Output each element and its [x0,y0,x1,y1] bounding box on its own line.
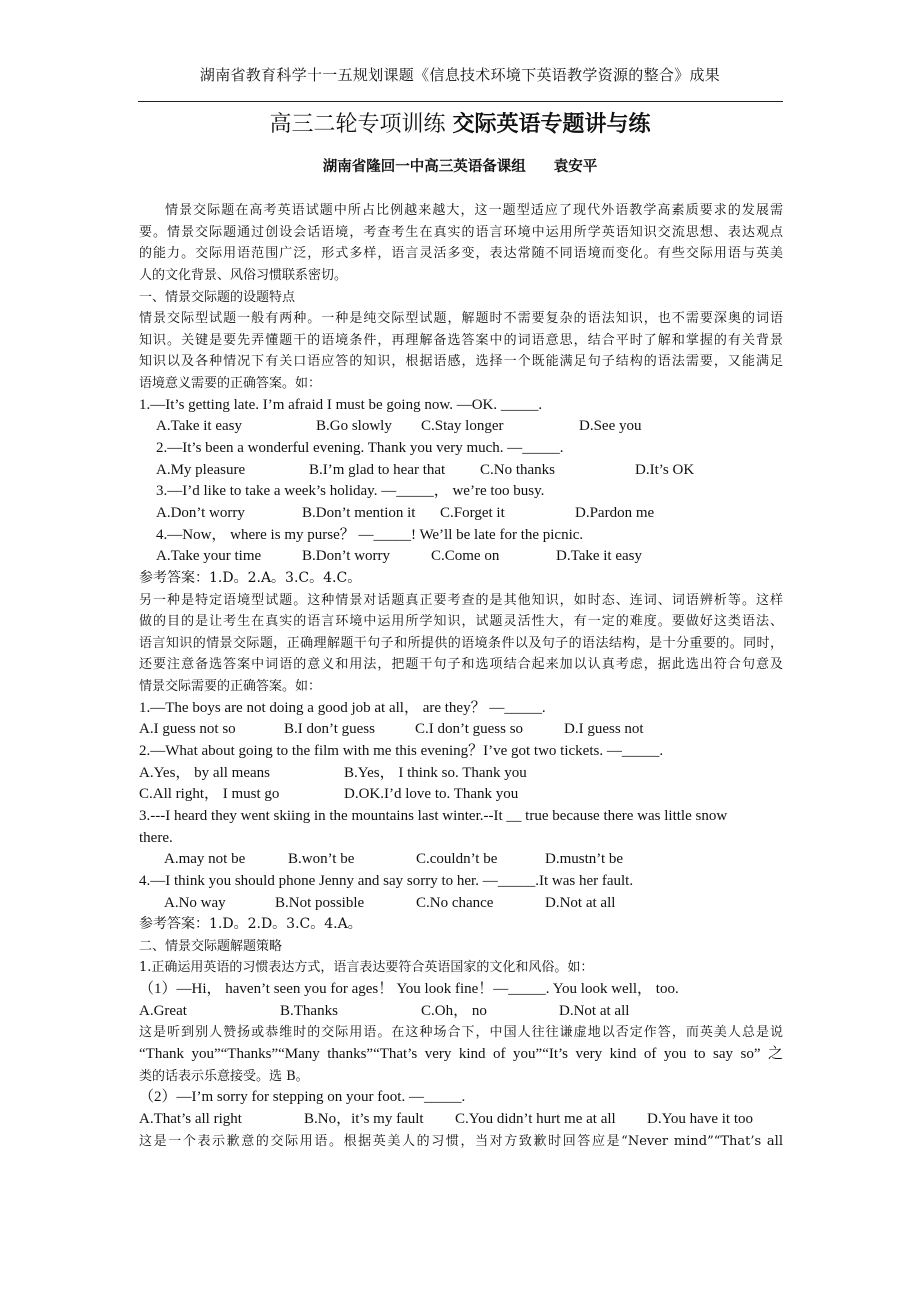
document-title [0,107,920,138]
options-2-2b [139,784,783,806]
option: B.I’m glad to hear that [309,461,446,478]
author-line [0,155,920,176]
option: B.Not possible [275,894,365,911]
question-2-4: 4.—I think you should phone Jenny and say sorry to her. —_____.It was her fault. [139,872,634,889]
question-1-1: 1.—It’s getting late. I’m afraid I must be going now. —OK. _____. [139,396,543,413]
option: B.No，it’s my fault [304,1110,424,1127]
option: A.Take your time [156,548,262,565]
author-org: 湖南省隆回一中高三英语备课组 [322,159,526,175]
option: D.You have it too [647,1110,753,1127]
option: C.All right， I must go [139,786,280,803]
question-2-2: 2.—What about going to the film with me this evening？I’ve got two tickets. —_____. [139,743,664,760]
section1-para-line: 知识以及各种情况下有关口语应答的知识，根据语感，选择一个既能满足句子结构的语法需要，又能满足 [139,354,783,370]
answer-key-2: 参考答案：1.D。2.D。3.C。4.A。 [139,916,362,933]
section1-para-line: 知识。关键是要先弄懂题干的语境条件，再理解备选答案中的词语意思，结合平时了解和掌握的有关背景 [139,332,783,348]
section1-para2-line: 做的目的是让考生在真实的语言环境中运用所学知识，试题灵活性大，有一定的难度。要做好这类语法、 [139,614,783,630]
option: D.mustn’t be [545,851,624,868]
option: D.Pardon me [575,504,655,521]
option: B.I don’t guess [284,721,375,738]
option: B.Don’t mention it [302,504,416,521]
option: A.Take it easy [156,418,243,435]
section1-para-line: 情景交际型试题一般有两种。一种是纯交际型试题，解题时不需要复杂的语法知识，也不需要深奥的词语 [139,311,783,327]
question-2-3: 3.---I heard they went skiing in the mountains last winter.--It __ true because there was little snow [139,807,728,824]
example-2-explanation: 这是一个表示歉意的交际用语。根据英美人的习惯，当对方致歉时回答应是“Never mind”“That’s all [139,1133,783,1149]
option: C.couldn’t be [416,851,498,868]
option: B.Yes， I think so. Thank you [344,764,527,781]
section2-heading: 二、情景交际题解题策略 [139,938,283,954]
options-2-1 [139,719,783,741]
section1-para2-line: 语言知识的情景交际题，正确理解题干句子和所提供的语境条件以及句子的语法结构，是十分重要的。同时， [139,635,783,651]
option: A.I guess not so [139,721,236,738]
example-1-explanation: 类的话表示乐意接受。选 B。 [139,1068,309,1084]
option: C.No thanks [480,461,555,478]
option: D.Not at all [559,1002,630,1019]
options-1-2 [139,460,783,482]
intro-line: 要。情景交际题通过创设会话语境，考查考生在真实的语言环境中运用所学英语知识交流思想、表达观点 [139,224,783,240]
example-1-explanation: 这是听到别人赞扬或恭维时的交际用语。在这种场合下，中国人往往谦虚地以否定作答，而英美人总是说 [139,1025,783,1041]
option: C.Come on [431,548,500,565]
section1-para2-line: 另一种是特定语境型试题。这种情景对话题真正要考查的是其他知识，如时态、连词、词语辨析等。这样 [139,592,783,608]
option: A.Yes， by all means [139,764,270,781]
option: D.Take it easy [556,548,643,565]
option: C.No chance [416,894,494,911]
section1-para2-line: 情景交际需要的正确答案。如： [139,679,322,695]
option: A.Don’t worry [156,504,245,521]
example-2: （2）—I’m sorry for stepping on your foot. —_____. [139,1089,466,1106]
option: D.See you [579,418,642,435]
question-2-3-cont: there. [139,829,173,846]
option: C.Oh， no [421,1002,487,1019]
title-part2: 交际英语专题讲与练 [452,111,651,137]
option: D.It’s OK [635,461,695,478]
options-1-3 [139,503,783,525]
header-rule [138,101,783,102]
question-2-1: 1.—The boys are not doing a good job at all， are they？ —_____. [139,699,546,716]
option: A.No way [164,894,226,911]
option: C.Forget it [440,504,505,521]
option: D.Not at all [545,894,616,911]
option: D.OK.I’d love to. Thank you [344,786,519,803]
options-2-2a [139,763,783,785]
options-2-4 [139,893,783,915]
option: B.Don’t worry [302,548,391,565]
title-part1: 高三二轮专项训练 [269,112,446,137]
question-1-4: 4.—Now， where is my purse？ —_____! We’ll be late for the picnic. [156,526,584,543]
options-1-4 [139,546,783,568]
option: A.My pleasure [156,461,246,478]
option: C.I don’t guess so [415,721,524,738]
intro-line: 情景交际题在高考英语试题中所占比例越来越大，这一题型适应了现代外语教学高素质要求的发展需 [165,203,783,218]
section1-para-line: 语境意义需要的正确答案。如： [139,376,322,392]
question-1-3: 3.—I’d like to take a week’s holiday. —_____， we’re too busy. [156,483,545,500]
option: A.Great [139,1002,187,1019]
option: B.Go slowly [316,418,392,435]
section1-heading: 一、情景交际题的设题特点 [139,289,296,305]
section1-para2-line: 还要注意备选答案中词语的意义和用法，把题干句子和选项结合起来加以认真考虑，据此选出符合句意及 [139,657,783,673]
options-1-1 [139,416,783,438]
intro-line: 人的文化背景、风俗习惯联系密切。 [139,267,348,283]
intro-line: 的能力。交际用语范围广泛，形式多样，语言灵活多变，表达常随不同语境而变化。有些交际用语与英美 [139,246,783,262]
option: A.may not be [164,851,246,868]
example-1: （1）—Hi， haven’t seen you for ages！ You look fine！—_____. You look well， too. [139,981,679,998]
example-2-options [139,1109,783,1131]
option: B.won’t be [288,851,355,868]
question-1-2: 2.—It’s been a wonderful evening. Thank you very much. —_____. [156,440,564,457]
author-name: 袁安平 [553,159,598,175]
option: C.You didn’t hurt me at all [455,1110,616,1127]
option: B.Thanks [280,1002,338,1019]
strategy-point-1: 1.正确运用英语的习惯表达方式，语言表达要符合英语国家的文化和风俗。如： [139,960,594,976]
example-1-options [139,1001,783,1023]
answer-key-1: 参考答案：1.D。2.A。3.C。4.C。 [139,569,362,586]
example-1-explanation: “Thank you”“Thanks”“Many thanks”“That’s very kind of you”“It’s very kind of you to say so” 之 [139,1045,783,1062]
option: A.That’s all right [139,1110,242,1127]
options-2-3 [139,849,783,871]
running-header: 湖南省教育科学十一五规划课题《信息技术环境下英语教学资源的整合》成果 [199,66,721,84]
option: D.I guess not [564,721,644,738]
option: C.Stay longer [421,418,504,435]
document-body [139,200,783,1152]
